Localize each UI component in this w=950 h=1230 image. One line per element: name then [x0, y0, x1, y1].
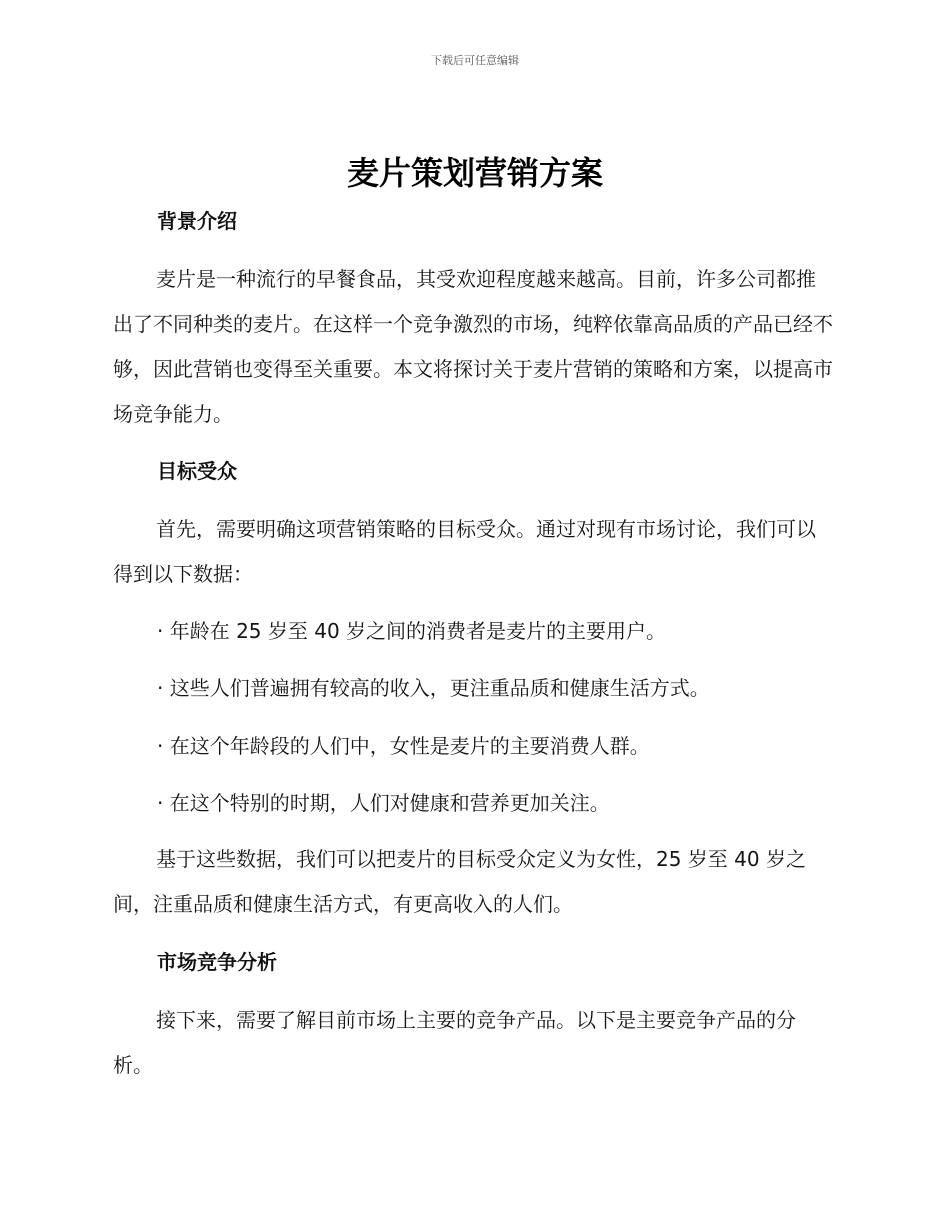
document-title: 麦片策划营销方案 — [346, 154, 603, 192]
bullet-item-age: · 年龄在 25 岁至 40 岁之间的消费者是麦片的主要用户。 — [157, 619, 667, 643]
market-competition-paragraph: 接下来，需要了解目前市场上主要的竞争产品。以下是主要竞争产品的分析。 — [113, 1008, 796, 1077]
target-audience-intro: 首先，需要明确这项营销策略的目标受众。通过对现有市场讨论，我们可以得到以下数据： — [113, 517, 816, 586]
target-audience-conclusion: 基于这些数据，我们可以把麦片的目标受众定义为女性，25 岁至 40 岁之间，注重品质和健康生活方式，有更高收入的人们。 — [113, 847, 806, 916]
section-heading-target-audience: 目标受众 — [157, 459, 237, 483]
section-heading-background: 背景介绍 — [157, 209, 237, 233]
background-paragraph: 麦片是一种流行的早餐食品，其受欢迎程度越来越高。目前，许多公司都推出了不同种类的麦片。在这样一个竞争激烈的市场，纯粹依靠高品质的产品已经不够，因此营销也变得至关重要。本文将探讨关于麦片营销的策略和方案，以提高市场竞争能力。 — [113, 267, 833, 426]
bullet-item-gender: · 在这个年龄段的人们中，女性是麦片的主要消费人群。 — [157, 734, 650, 758]
bullet-item-health: · 在这个特别的时期，人们对健康和营养更加关注。 — [157, 791, 610, 815]
section-heading-market-competition: 市场竞争分析 — [157, 950, 277, 974]
bullet-item-income: · 这些人们普遍拥有较高的收入，更注重品质和健康生活方式。 — [157, 676, 710, 700]
page-header-note: 下载后可任意编辑 — [431, 54, 519, 67]
